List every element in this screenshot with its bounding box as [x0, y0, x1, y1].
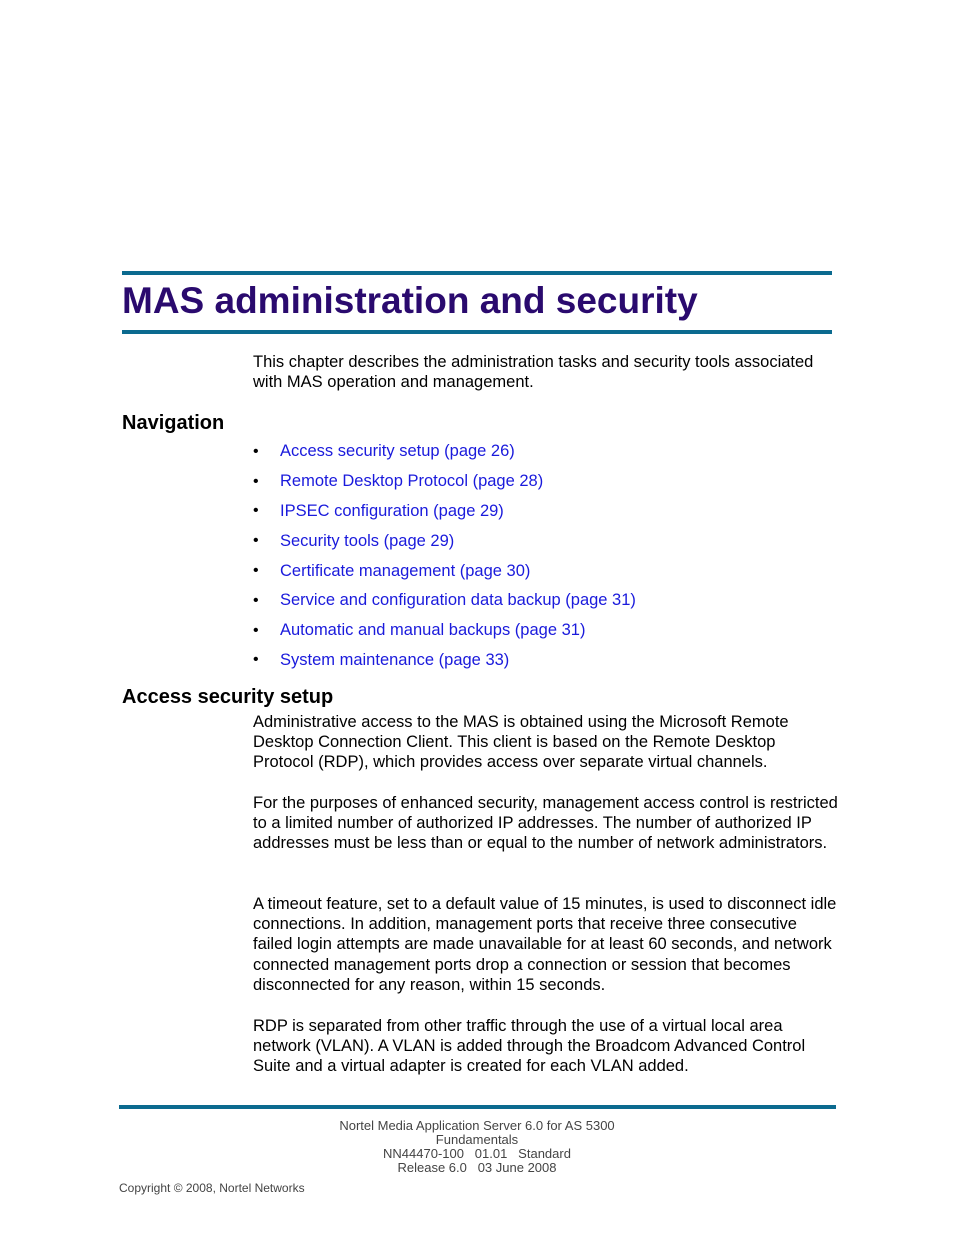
bullet-icon: •: [253, 532, 259, 550]
access-security-paragraph-3: A timeout feature, set to a default value of 15 minutes, is used to disconnect idle connections. In addition, management ports that receive three consecutive failed login attempts are made unavailable for at least 60 seconds, and network connected management ports drop a connection or session that becomes disconnected for any reason, within 15 seconds.: [253, 895, 837, 994]
nav-link-data-backup[interactable]: Service and configuration data backup (page 31): [280, 591, 636, 610]
bullet-icon: •: [253, 621, 259, 639]
footer-product-line: Nortel Media Application Server 6.0 for AS 5300: [339, 1118, 615, 1133]
list-item: [253, 586, 636, 616]
list-item: [253, 437, 636, 467]
bullet-icon: •: [253, 442, 259, 460]
access-security-paragraph-1: Administrative access to the MAS is obtained using the Microsoft Remote Desktop Connection Client. This client is based on the Remote Desktop Protocol (RDP), which provides access over separate virtual channels.: [253, 713, 789, 772]
navigation-list: [253, 437, 636, 675]
list-item: [253, 616, 636, 646]
list-item: [253, 467, 636, 497]
footer-doc-number-line: NN44470-100 01.01 Standard: [383, 1146, 571, 1161]
access-security-paragraph-2: For the purposes of enhanced security, management access control is restricted to a limited number of authorized IP addresses. The number of authorized IP addresses must be less than or equal to the number of network administrators.: [253, 794, 838, 853]
list-item: [253, 497, 636, 527]
nav-link-certificate-management[interactable]: Certificate management (page 30): [280, 561, 531, 580]
bullet-icon: •: [253, 562, 259, 580]
footer-doc-type-line: Fundamentals: [435, 1132, 519, 1147]
navigation-heading: Navigation: [122, 412, 225, 434]
bullet-icon: •: [253, 651, 259, 669]
bullet-icon: •: [253, 502, 259, 520]
bullet-icon: •: [253, 472, 259, 490]
nav-link-ipsec-configuration[interactable]: IPSEC configuration (page 29): [280, 501, 504, 520]
list-item: [253, 556, 636, 586]
title-bottom-rule: [122, 330, 832, 334]
footer-document-info: [227, 1119, 727, 1175]
bullet-icon: •: [253, 591, 259, 609]
footer-rule: [119, 1105, 836, 1109]
footer-release-line: Release 6.0 03 June 2008: [397, 1160, 557, 1175]
nav-link-system-maintenance[interactable]: System maintenance (page 33): [280, 650, 510, 669]
list-item: [253, 646, 636, 676]
nav-link-security-tools[interactable]: Security tools (page 29): [280, 531, 455, 550]
access-security-paragraph-4: RDP is separated from other traffic through the use of a virtual local area network (VLAN). A VLAN is added through the Broadcom Advanced Control Suite and a virtual adapter is created for each VLAN added.: [253, 1017, 806, 1076]
list-item: [253, 526, 636, 556]
title-top-rule: [122, 271, 832, 275]
chapter-intro: This chapter describes the administration tasks and security tools associated with MAS operation and management.: [253, 353, 814, 392]
access-security-heading: Access security setup: [122, 686, 334, 708]
chapter-title: MAS administration and security: [122, 280, 698, 321]
nav-link-access-security-setup[interactable]: Access security setup (page 26): [280, 442, 515, 461]
nav-link-automatic-manual-backups[interactable]: Automatic and manual backups (page 31): [280, 621, 586, 640]
copyright-notice: Copyright © 2008, Nortel Networks: [119, 1181, 305, 1195]
nav-link-remote-desktop-protocol[interactable]: Remote Desktop Protocol (page 28): [280, 472, 544, 491]
